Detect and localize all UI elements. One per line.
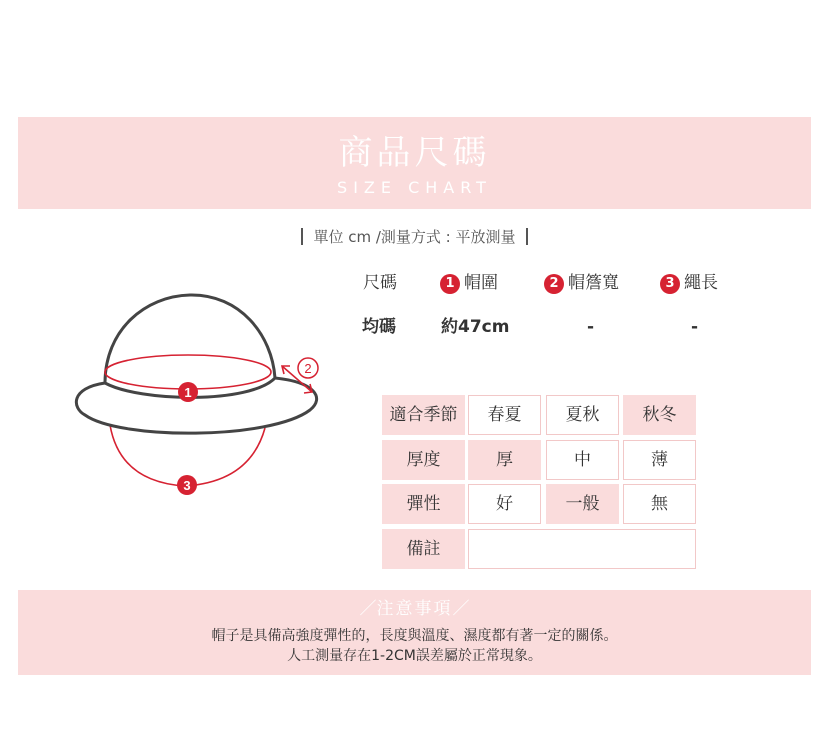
- hat-crown: [105, 295, 275, 383]
- season-label: 適合季節: [382, 395, 465, 435]
- notice-line-2: 人工測量存在1-2CM誤差屬於正常現象。: [287, 648, 542, 664]
- measurement-unit-note: [0, 227, 829, 247]
- marker-3-badge: 3: [660, 274, 680, 294]
- divider-right: [526, 228, 528, 245]
- hat-diagram: [60, 280, 350, 510]
- divider-left: [301, 228, 303, 245]
- size-header-cord-length: [660, 272, 718, 294]
- thickness-label: 厚度: [382, 440, 465, 480]
- marker-2-text: 2: [304, 361, 312, 376]
- notice-banner: [18, 590, 811, 675]
- marker-1-text: 1: [184, 385, 192, 400]
- season-option-autumn-winter: 秋冬: [623, 395, 696, 435]
- marker-1-badge: 1: [440, 274, 460, 294]
- thickness-option-medium: 中: [546, 440, 619, 480]
- elasticity-option-none: 無: [623, 484, 696, 524]
- unit-text: 單位 cm /測量方式 : 平放測量: [313, 228, 516, 246]
- page-subtitle: SIZE CHART: [337, 178, 492, 197]
- brim-width-label: 帽簷寬: [568, 273, 619, 293]
- marker-3-text: 3: [183, 478, 191, 493]
- notice-title-text: 注意事項: [376, 599, 453, 619]
- elasticity-label: 彈性: [382, 484, 465, 524]
- size-header-brim-width: [544, 272, 619, 294]
- season-option-summer-autumn: 夏秋: [546, 395, 619, 435]
- header-banner: [18, 117, 811, 209]
- cord-length-label: 繩長: [684, 273, 718, 293]
- page-title: 商品尺碼: [338, 133, 491, 173]
- season-option-spring-summer: 春夏: [468, 395, 541, 435]
- notes-value: [468, 529, 696, 569]
- thickness-option-thick: 厚: [468, 440, 541, 480]
- notes-label: 備註: [382, 529, 465, 569]
- marker-3: [177, 475, 197, 495]
- marker-2: [298, 358, 318, 378]
- circumference-value: 約47cm: [441, 317, 510, 337]
- cord-length-value: -: [691, 317, 699, 337]
- thickness-option-thin: 薄: [623, 440, 696, 480]
- marker-2-badge: 2: [544, 274, 564, 294]
- brim-width-value: -: [587, 317, 595, 337]
- size-value-label: 均碼: [362, 317, 396, 337]
- elasticity-option-normal: 一般: [546, 484, 619, 524]
- elasticity-option-good: 好: [468, 484, 541, 524]
- circumference-label: 帽圍: [464, 273, 498, 293]
- size-header-label: 尺碼: [363, 273, 397, 293]
- notice-title: ／注意事項／: [359, 599, 470, 619]
- size-header-circumference: [440, 272, 498, 294]
- marker-1: [178, 382, 198, 402]
- notice-line-1: 帽子是具備高強度彈性的，長度與溫度、濕度都有著一定的關係。: [211, 628, 618, 644]
